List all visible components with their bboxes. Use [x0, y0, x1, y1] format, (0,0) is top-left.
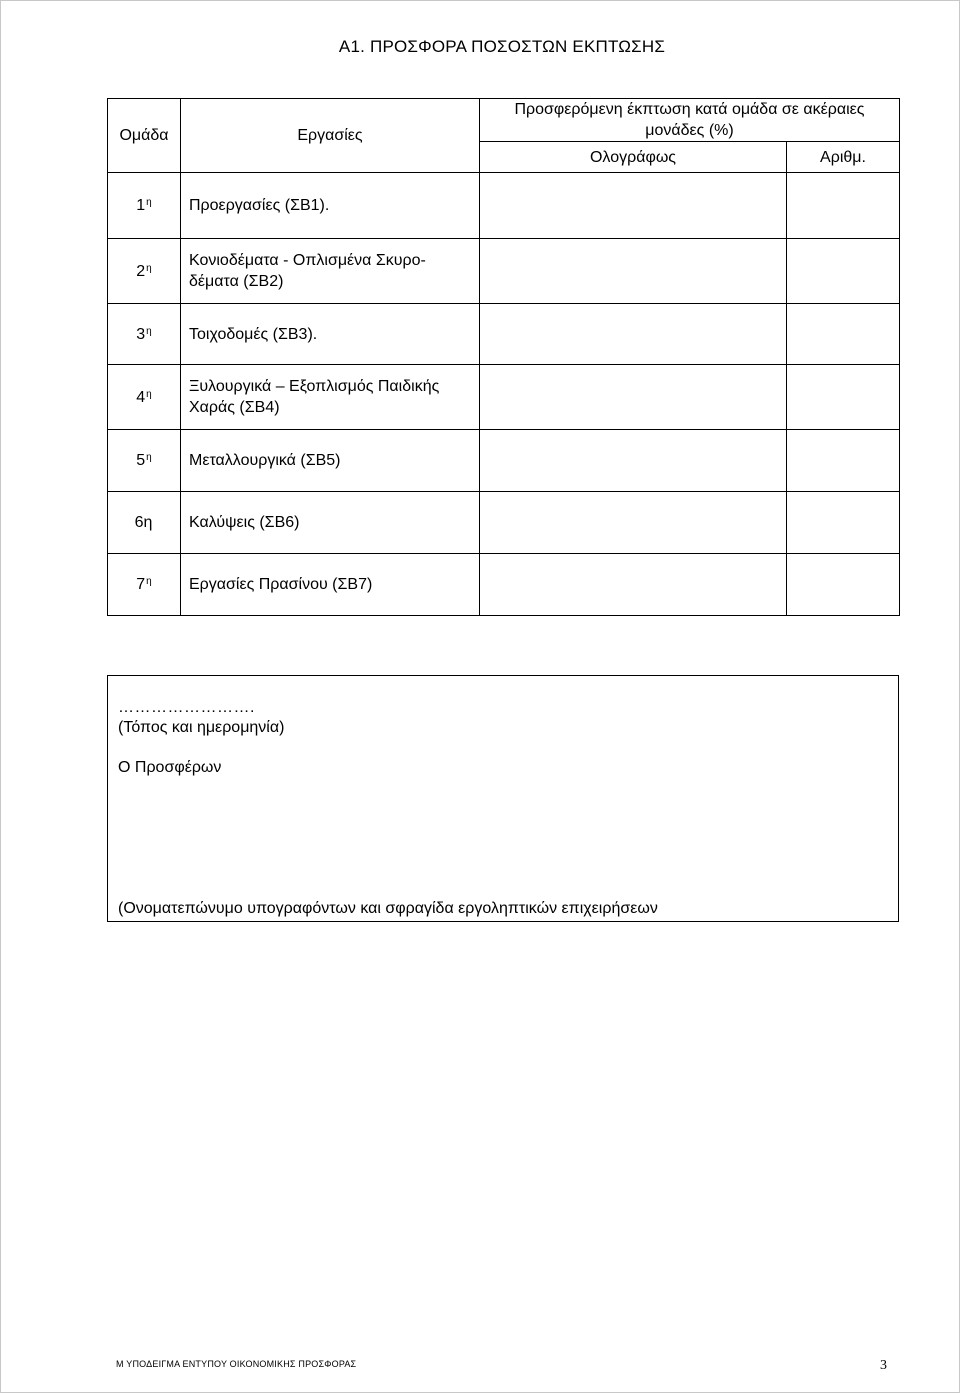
- discount-in-words-cell[interactable]: [480, 430, 787, 492]
- discount-in-words-cell[interactable]: [480, 365, 787, 430]
- signatories-label: (Ονοματεπώνυμο υπογραφόντων και σφραγίδα εργοληπτικών επιχειρήσεων: [118, 900, 658, 917]
- header-group: Ομάδα: [108, 99, 181, 173]
- header-in-numbers: Αριθμ.: [787, 142, 900, 173]
- discount-in-words-cell[interactable]: [480, 173, 787, 239]
- discount-offer-table: [107, 98, 900, 616]
- discount-in-words-cell[interactable]: [480, 304, 787, 365]
- table-row: [108, 430, 900, 492]
- work-description: Εργασίες Πρασίνου (ΣΒ7): [181, 554, 480, 616]
- page-number: 3: [880, 1358, 887, 1373]
- table-row: [108, 173, 900, 239]
- table-row: [108, 239, 900, 304]
- offerer-label: Ο Προσφέρων: [118, 759, 222, 776]
- discount-in-numbers-cell[interactable]: [787, 365, 900, 430]
- discount-in-words-cell[interactable]: [480, 492, 787, 554]
- table-row: [108, 554, 900, 616]
- group-number: $3^\eta$: [108, 304, 181, 365]
- group-number: $7^\eta$: [108, 554, 181, 616]
- group-number: $2^\eta$: [108, 239, 181, 304]
- signature-box: [107, 675, 899, 922]
- discount-in-numbers-cell[interactable]: [787, 492, 900, 554]
- document-title: Α1. ΠΡΟΣΦΟΡΑ ΠΟΣΟΣΤΩΝ ΕΚΠΤΩΣΗΣ: [338, 37, 666, 56]
- discount-in-words-cell[interactable]: [480, 554, 787, 616]
- work-description: Προεργασίες (ΣΒ1).: [181, 173, 480, 239]
- table-row: [108, 304, 900, 365]
- discount-in-numbers-cell[interactable]: [787, 554, 900, 616]
- table-row: [108, 492, 900, 554]
- work-description: Κονιοδέματα - Οπλισμένα Σκυρο-δέματα (ΣΒ2): [181, 239, 480, 304]
- discount-in-numbers-cell[interactable]: [787, 173, 900, 239]
- discount-in-numbers-cell[interactable]: [787, 430, 900, 492]
- header-in-words: Ολογράφως: [480, 142, 787, 173]
- work-description: Μεταλλουργικά (ΣΒ5): [181, 430, 480, 492]
- group-number: $1^\eta$: [108, 173, 181, 239]
- place-date-dots[interactable]: …………………….: [118, 699, 255, 716]
- header-discount: Προσφερόμενη έκπτωση κατά ομάδα σε ακέραιες μονάδες (%): [480, 99, 900, 142]
- header-works: Εργασίες: [181, 99, 480, 173]
- group-number: $5^\eta$: [108, 430, 181, 492]
- table-row: [108, 365, 900, 430]
- place-date-label: (Τόπος και ημερομηνία): [118, 719, 285, 736]
- discount-in-numbers-cell[interactable]: [787, 304, 900, 365]
- group-number: $4^\eta$: [108, 365, 181, 430]
- discount-in-numbers-cell[interactable]: [787, 239, 900, 304]
- discount-in-words-cell[interactable]: [480, 239, 787, 304]
- work-description: Καλύψεις (ΣΒ6): [181, 492, 480, 554]
- footer-text: Μ ΥΠΟΔΕΙΓΜΑ ΕΝΤΥΠΟΥ ΟΙΚΟΝΟΜΙΚΗΣ ΠΡΟΣΦΟΡΑΣ: [116, 1359, 357, 1369]
- group-number: 6η: [108, 492, 181, 554]
- work-description: Ξυλουργικά – Εξοπλισμός Παιδικής Χαράς (ΣΒ4): [181, 365, 480, 430]
- work-description: Τοιχοδομές (ΣΒ3).: [181, 304, 480, 365]
